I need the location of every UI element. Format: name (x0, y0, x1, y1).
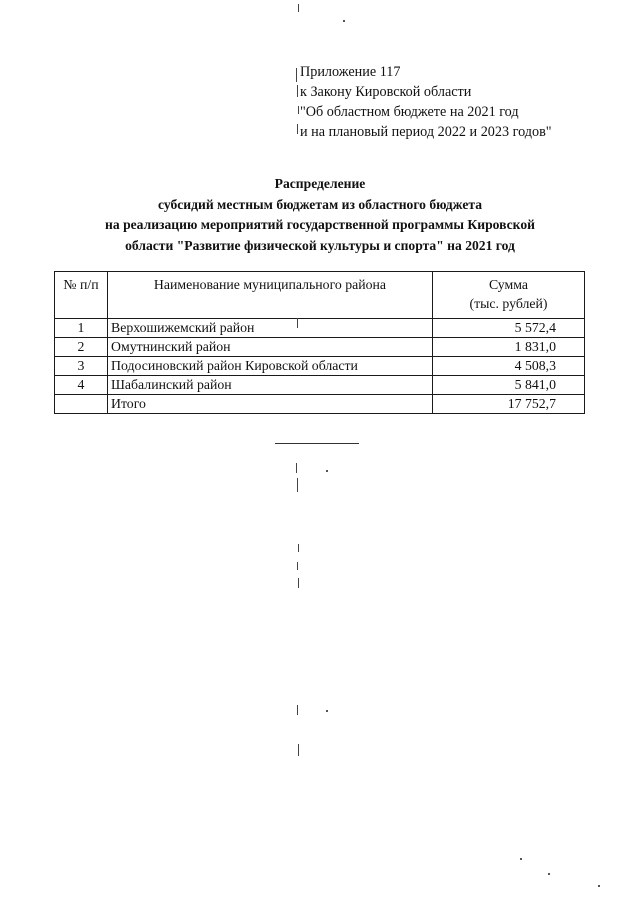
header-num: № п/п (55, 272, 108, 319)
header-sum-line1: Сумма (488, 277, 529, 292)
row-name: Омутнинский район (108, 338, 433, 357)
scan-artifact (343, 20, 345, 22)
header-name: Наименование муниципального района (108, 272, 433, 319)
scan-artifact (298, 578, 299, 588)
total-num (55, 395, 108, 414)
scan-artifact (548, 873, 550, 875)
scan-artifact (297, 478, 298, 492)
scan-artifact (297, 705, 298, 715)
closing-rule (275, 443, 359, 444)
scan-artifact (297, 85, 298, 97)
row-sum: 5 572,4 (433, 319, 585, 338)
table-total-row (55, 395, 585, 414)
row-num: 3 (55, 357, 108, 376)
table-row (55, 376, 585, 395)
total-label: Итого (108, 395, 433, 414)
scan-artifact (326, 470, 328, 472)
title-line: на реализацию мероприятий государственной программы Кировской (105, 217, 535, 232)
document-title (40, 174, 600, 256)
scan-artifact (298, 4, 299, 12)
header-sum-line2: (тыс. рублей) (469, 296, 548, 311)
row-sum: 5 841,0 (433, 376, 585, 395)
appendix-line: Приложение 117 (300, 64, 401, 80)
title-line: субсидий местным бюджетам из областного бюджета (157, 196, 483, 212)
scan-artifact (520, 858, 522, 860)
scan-artifact (298, 106, 299, 114)
appendix-header (300, 62, 552, 142)
scan-artifact (298, 744, 299, 756)
subsidy-distribution-table (54, 271, 585, 414)
appendix-line: "Об областном бюджете на 2021 год (300, 104, 519, 120)
row-num: 4 (55, 376, 108, 395)
header-sum (433, 272, 585, 319)
title-line: Распределение (274, 176, 366, 191)
scan-artifact (598, 885, 600, 887)
scan-artifact (326, 710, 328, 712)
appendix-line: и на плановый период 2022 и 2023 годов" (300, 124, 552, 140)
scan-artifact (297, 124, 298, 134)
scan-artifact (297, 562, 298, 570)
scan-artifact (296, 463, 297, 473)
table-header-row (55, 272, 585, 319)
title-line: области "Развитие физической культуры и спорта" на 2021 год (125, 237, 515, 253)
table-row (55, 338, 585, 357)
appendix-line: к Закону Кировской области (300, 84, 472, 100)
row-name: Верхошижемский район (108, 319, 433, 338)
row-sum: 1 831,0 (433, 338, 585, 357)
total-sum: 17 752,7 (433, 395, 585, 414)
row-sum: 4 508,3 (433, 357, 585, 376)
row-num: 2 (55, 338, 108, 357)
row-num: 1 (55, 319, 108, 338)
table-row (55, 357, 585, 376)
row-name: Шабалинский район (108, 376, 433, 395)
scan-artifact (297, 318, 298, 328)
table-row (55, 319, 585, 338)
scan-artifact (296, 68, 297, 82)
row-name: Подосиновский район Кировской области (108, 357, 433, 376)
scan-artifact (298, 544, 299, 552)
